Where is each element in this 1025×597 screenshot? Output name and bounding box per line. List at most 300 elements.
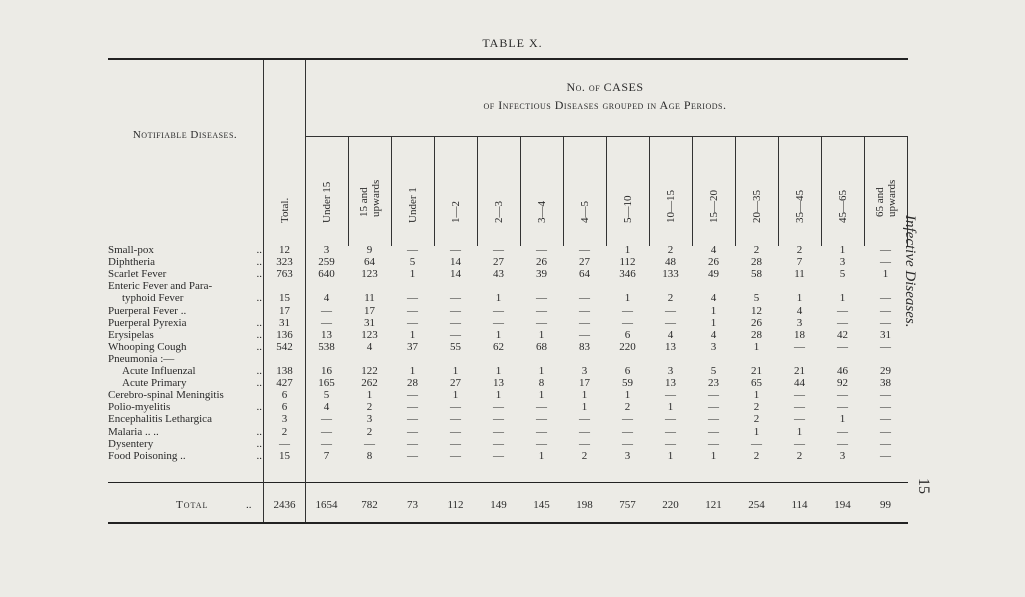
table-cell: 1 xyxy=(753,389,760,402)
cases-header-line2: of Infectious Diseases grouped in Age Periods. xyxy=(483,98,727,112)
table-cell: 48 xyxy=(665,256,676,269)
column-rule xyxy=(606,136,607,246)
table-cell: — xyxy=(321,304,332,317)
page-number: 15 xyxy=(915,478,932,494)
table-row xyxy=(0,426,1025,438)
table-cell: 427 xyxy=(276,377,293,390)
column-rule xyxy=(391,136,392,246)
table-cell: 83 xyxy=(579,340,590,353)
disease-label: Small-pox xyxy=(108,244,154,256)
table-row xyxy=(0,268,1025,280)
disease-label: Cerebro-spinal Meningitis xyxy=(108,389,224,402)
disease-label: Pneumonia :— xyxy=(108,352,175,365)
table-cell: 16 xyxy=(321,365,332,377)
disease-label: Erysipelas xyxy=(108,328,154,341)
table-cell: 28 xyxy=(407,377,418,390)
disease-label: Enteric Fever and Para- xyxy=(108,280,213,293)
table-cell: 1 xyxy=(624,389,631,402)
table-cell: 64 xyxy=(579,268,590,281)
total-cell: 99 xyxy=(880,499,891,511)
table-cell: — xyxy=(622,437,633,450)
table-cell: — xyxy=(880,340,891,353)
table-cell: 1 xyxy=(495,365,502,377)
table-cell: 62 xyxy=(493,340,504,353)
column-header xyxy=(352,145,387,245)
column-header-text: 1—2 xyxy=(449,201,462,223)
column-rule xyxy=(692,136,693,246)
column-header-text: 3—4 xyxy=(535,201,548,223)
table-cell: 4 xyxy=(710,292,717,305)
table-cell: 2 xyxy=(796,244,803,256)
table-cell: 31 xyxy=(364,316,375,329)
column-header-text: 35—45 xyxy=(793,190,806,223)
table-row xyxy=(0,341,1025,353)
table-cell: 1 xyxy=(839,413,846,426)
table-cell: 2 xyxy=(667,292,674,305)
table-row xyxy=(0,450,1025,462)
table-cell: 112 xyxy=(619,256,636,269)
total-cell: 145 xyxy=(533,499,550,511)
table-cell: 39 xyxy=(536,268,547,281)
column-rule xyxy=(520,136,521,246)
leader-dots: .. xyxy=(256,340,262,353)
table-cell: 1 xyxy=(452,389,459,402)
table-cell: 64 xyxy=(364,256,375,269)
table-cell: 4 xyxy=(710,328,717,341)
table-cell: 538 xyxy=(318,340,335,353)
total-label: Total xyxy=(176,499,209,511)
table-cell: — xyxy=(880,316,891,329)
column-header-text: 4—5 xyxy=(578,201,591,223)
table-cell: 2 xyxy=(366,401,373,414)
table-row xyxy=(0,305,1025,317)
top-rule xyxy=(108,58,908,60)
column-rule xyxy=(477,136,478,246)
table-cell: 1 xyxy=(796,292,803,305)
table-cell: 1 xyxy=(581,389,588,402)
leader-dots: .. xyxy=(256,401,262,414)
table-cell: 6 xyxy=(624,328,631,341)
table-cell: 38 xyxy=(880,377,891,390)
table-cell: 13 xyxy=(665,340,676,353)
column-rule xyxy=(735,136,736,246)
total-cell: 114 xyxy=(791,499,808,511)
table-cell: 42 xyxy=(837,328,848,341)
table-cell: — xyxy=(536,425,547,438)
table-cell: 123 xyxy=(361,328,378,341)
table-cell: 13 xyxy=(665,377,676,390)
disease-label: Puerperal Pyrexia xyxy=(108,316,187,329)
disease-label: Diphtheria xyxy=(108,256,156,269)
disease-label: Scarlet Fever xyxy=(108,268,167,281)
table-cell: — xyxy=(407,316,418,329)
table-cell: 3 xyxy=(796,316,803,329)
table-cell: — xyxy=(493,401,504,414)
table-cell: — xyxy=(579,437,590,450)
table-row xyxy=(0,377,1025,389)
table-cell: — xyxy=(622,425,633,438)
table-cell: — xyxy=(493,304,504,317)
total-cell: 757 xyxy=(619,499,636,511)
table-row xyxy=(0,365,1025,377)
table-cell: — xyxy=(321,425,332,438)
table-cell: — xyxy=(579,292,590,305)
table-cell: — xyxy=(450,449,461,462)
table-cell: — xyxy=(579,316,590,329)
leader-dots: .. xyxy=(256,377,262,390)
column-header xyxy=(739,145,774,245)
column-rule xyxy=(434,136,435,246)
table-cell: — xyxy=(794,340,805,353)
table-cell: — xyxy=(579,413,590,426)
table-cell: 1 xyxy=(667,449,674,462)
table-cell: 1 xyxy=(882,268,889,281)
leader-dots: .. xyxy=(256,425,262,438)
table-cell: — xyxy=(407,304,418,317)
table-cell: 1 xyxy=(624,292,631,305)
table-cell: — xyxy=(536,244,547,256)
table-cell: 18 xyxy=(794,328,805,341)
table-row xyxy=(0,329,1025,341)
table-cell: 13 xyxy=(321,328,332,341)
table-cell: 2 xyxy=(753,244,760,256)
table-cell: — xyxy=(665,316,676,329)
total-leader: .. xyxy=(246,499,252,511)
total-cell: 254 xyxy=(748,499,765,511)
table-cell: — xyxy=(407,244,418,256)
table-cell: 27 xyxy=(450,377,461,390)
table-cell: — xyxy=(536,413,547,426)
table-cell: 4 xyxy=(667,328,674,341)
leader-dots: .. xyxy=(256,244,262,256)
table-cell: 26 xyxy=(708,256,719,269)
table-cell: — xyxy=(880,389,891,402)
table-cell: — xyxy=(880,292,891,305)
disease-label: Polio-myelitis xyxy=(108,401,171,414)
table-cell: 15 xyxy=(279,449,290,462)
table-cell: 4 xyxy=(366,340,373,353)
table-cell: 133 xyxy=(662,268,679,281)
table-cell: 29 xyxy=(880,365,891,377)
disease-label: Encephalitis Lethargica xyxy=(108,413,212,426)
table-cell: 5 xyxy=(839,268,846,281)
column-header xyxy=(267,145,302,245)
table-cell: — xyxy=(450,425,461,438)
total-cell: 112 xyxy=(447,499,464,511)
table-cell: — xyxy=(579,425,590,438)
total-top-rule xyxy=(108,482,908,483)
table-cell: — xyxy=(493,244,504,256)
column-header xyxy=(868,145,903,245)
table-cell: 1 xyxy=(538,449,545,462)
table-cell: 1 xyxy=(409,268,416,281)
table-cell: 122 xyxy=(361,365,378,377)
table-cell: 11 xyxy=(794,268,805,281)
table-cell: — xyxy=(450,316,461,329)
table-cell: 21 xyxy=(794,365,805,377)
column-header xyxy=(438,145,473,245)
table-cell: 1 xyxy=(495,389,502,402)
table-cell: — xyxy=(837,304,848,317)
table-row xyxy=(0,413,1025,425)
table-cell: 4 xyxy=(796,304,803,317)
table-cell: 12 xyxy=(751,304,762,317)
table-cell: — xyxy=(579,328,590,341)
table-cell: 17 xyxy=(579,377,590,390)
table-cell: — xyxy=(880,244,891,256)
table-cell: 2 xyxy=(581,449,588,462)
column-header xyxy=(567,145,602,245)
disease-label: Whooping Cough xyxy=(108,340,187,353)
table-cell: 1 xyxy=(409,365,416,377)
total-cell: 198 xyxy=(576,499,593,511)
table-cell: 1 xyxy=(409,328,416,341)
leader-dots: .. xyxy=(256,437,262,450)
leader-dots: .. xyxy=(256,256,262,269)
table-cell: 138 xyxy=(276,365,293,377)
table-cell: — xyxy=(837,340,848,353)
table-cell: 259 xyxy=(318,256,335,269)
table-cell: 4 xyxy=(323,401,330,414)
table-cell: — xyxy=(794,401,805,414)
column-header-text: 20—35 xyxy=(750,190,763,223)
table-cell: — xyxy=(880,256,891,269)
column-header xyxy=(825,145,860,245)
table-cell: 1 xyxy=(753,425,760,438)
table-cell: — xyxy=(493,437,504,450)
table-cell: — xyxy=(450,244,461,256)
table-cell: 13 xyxy=(493,377,504,390)
table-cell: — xyxy=(794,437,805,450)
table-cell: 8 xyxy=(538,377,545,390)
table-cell: — xyxy=(321,413,332,426)
table-cell: 14 xyxy=(450,268,461,281)
table-cell: 14 xyxy=(450,256,461,269)
table-cell: 4 xyxy=(710,244,717,256)
total-cell: 1654 xyxy=(315,499,338,511)
table-cell: 6 xyxy=(281,401,288,414)
cases-header-line1: No. of CASES xyxy=(566,80,644,94)
column-header xyxy=(696,145,731,245)
table-cell: 1 xyxy=(839,244,846,256)
table-cell: 68 xyxy=(536,340,547,353)
table-cell: 323 xyxy=(276,256,293,269)
leader-dots: .. xyxy=(256,449,262,462)
disease-label: Acute Primary xyxy=(122,377,187,390)
table-row xyxy=(0,280,1025,292)
total-cell: 2436 xyxy=(273,499,296,511)
table-cell: — xyxy=(450,413,461,426)
table-cell: 1 xyxy=(452,365,459,377)
table-cell: — xyxy=(407,449,418,462)
table-cell: 44 xyxy=(794,377,805,390)
column-rule xyxy=(778,136,779,246)
table-cell: — xyxy=(837,425,848,438)
table-cell: — xyxy=(450,304,461,317)
leader-dots: .. xyxy=(256,365,262,377)
table-cell: — xyxy=(665,389,676,402)
table-cell: 1 xyxy=(710,316,717,329)
total-cell: 220 xyxy=(662,499,679,511)
table-cell: 12 xyxy=(279,244,290,256)
disease-label: Acute Influenzal xyxy=(122,365,196,377)
table-cell: 2 xyxy=(366,425,373,438)
table-cell: 92 xyxy=(837,377,848,390)
table-cell: — xyxy=(708,413,719,426)
table-cell: 49 xyxy=(708,268,719,281)
table-cell: — xyxy=(880,425,891,438)
column-rule xyxy=(348,136,349,246)
table-cell: — xyxy=(837,437,848,450)
table-cell: — xyxy=(751,437,762,450)
table-cell: 26 xyxy=(536,256,547,269)
total-cell: 782 xyxy=(361,499,378,511)
table-cell: 28 xyxy=(751,328,762,341)
table-cell: — xyxy=(837,401,848,414)
table-cell: — xyxy=(665,304,676,317)
table-cell: — xyxy=(579,244,590,256)
table-cell: — xyxy=(880,449,891,462)
table-cell: 2 xyxy=(796,449,803,462)
table-cell: 3 xyxy=(839,449,846,462)
table-cell: — xyxy=(321,316,332,329)
column-header-text: 15 and upwards xyxy=(357,179,382,217)
table-cell: — xyxy=(536,304,547,317)
table-cell: 27 xyxy=(493,256,504,269)
total-cell: 194 xyxy=(834,499,851,511)
table-cell: 17 xyxy=(279,304,290,317)
table-cell: 7 xyxy=(323,449,330,462)
table-cell: — xyxy=(665,437,676,450)
column-header-text: Total. xyxy=(278,197,291,223)
column-rule xyxy=(563,136,564,246)
table-cell: 1 xyxy=(839,292,846,305)
table-cell: — xyxy=(665,413,676,426)
side-caption: Infective Diseases. xyxy=(902,215,918,328)
column-header-text: Under 15 xyxy=(320,181,333,223)
table-cell: 3 xyxy=(624,449,631,462)
column-rule xyxy=(821,136,822,246)
table-cell: 31 xyxy=(880,328,891,341)
leader-dots: .. xyxy=(256,328,262,341)
table-cell: 3 xyxy=(667,365,674,377)
table-cell: 165 xyxy=(318,377,335,390)
table-cell: 136 xyxy=(276,328,293,341)
column-header-text: 15—20 xyxy=(707,190,720,223)
total-cell: 73 xyxy=(407,499,418,511)
table-cell: 1 xyxy=(366,389,373,402)
table-cell: — xyxy=(493,413,504,426)
table-cell: — xyxy=(665,425,676,438)
table-cell: — xyxy=(622,304,633,317)
table-row xyxy=(0,353,1025,365)
column-header-text: Under 1 xyxy=(406,187,419,223)
table-cell: 28 xyxy=(751,256,762,269)
column-rule xyxy=(864,136,865,246)
table-cell: 17 xyxy=(364,304,375,317)
table-cell: — xyxy=(407,389,418,402)
table-cell: 2 xyxy=(667,244,674,256)
column-header xyxy=(395,145,430,245)
table-row xyxy=(0,389,1025,401)
table-cell: — xyxy=(708,425,719,438)
table-cell: — xyxy=(880,401,891,414)
table-cell: — xyxy=(536,292,547,305)
table-cell: 3 xyxy=(839,256,846,269)
leader-dots: .. xyxy=(256,268,262,281)
table-cell: 1 xyxy=(667,401,674,414)
table-cell: — xyxy=(708,437,719,450)
table-cell: 7 xyxy=(796,256,803,269)
table-cell: — xyxy=(536,401,547,414)
table-cell: 1 xyxy=(796,425,803,438)
table-cell: 4 xyxy=(323,292,330,305)
disease-label: Food Poisoning .. xyxy=(108,449,186,462)
table-cell: 31 xyxy=(279,316,290,329)
table-cell: — xyxy=(450,401,461,414)
table-cell: — xyxy=(536,316,547,329)
table-title: TABLE X. xyxy=(482,36,543,50)
table-cell: — xyxy=(450,292,461,305)
table-cell: 2 xyxy=(753,449,760,462)
table-cell: 1 xyxy=(753,340,760,353)
column-header xyxy=(610,145,645,245)
column-rule xyxy=(649,136,650,246)
table-cell: — xyxy=(407,413,418,426)
table-cell: 1 xyxy=(495,292,502,305)
table-row xyxy=(0,292,1025,304)
table-cell: 2 xyxy=(753,413,760,426)
column-header-text: 65 and upwards xyxy=(873,179,898,217)
table-cell: 1 xyxy=(495,328,502,341)
table-cell: 59 xyxy=(622,377,633,390)
table-cell: 15 xyxy=(279,292,290,305)
table-row xyxy=(0,244,1025,256)
table-cell: — xyxy=(407,425,418,438)
total-cell: 121 xyxy=(705,499,722,511)
table-cell: — xyxy=(450,328,461,341)
table-cell: — xyxy=(880,413,891,426)
table-cell: 1 xyxy=(538,365,545,377)
table-cell: 2 xyxy=(281,425,288,438)
table-cell: — xyxy=(493,425,504,438)
total-cell: 149 xyxy=(490,499,507,511)
leader-dots: .. xyxy=(256,316,262,329)
table-cell: — xyxy=(622,316,633,329)
table-cell: — xyxy=(407,437,418,450)
table-cell: 3 xyxy=(710,340,717,353)
table-cell: — xyxy=(880,437,891,450)
table-cell: 9 xyxy=(366,244,373,256)
table-cell: 346 xyxy=(619,268,636,281)
table-cell: — xyxy=(708,401,719,414)
table-cell: 640 xyxy=(318,268,335,281)
table-cell: 46 xyxy=(837,365,848,377)
table-cell: 8 xyxy=(366,449,373,462)
column-header xyxy=(653,145,688,245)
table-cell: 1 xyxy=(581,401,588,414)
table-cell: — xyxy=(407,292,418,305)
bottom-rule xyxy=(108,522,908,524)
table-cell: 5 xyxy=(323,389,330,402)
table-cell: 2 xyxy=(753,401,760,414)
table-cell: 5 xyxy=(409,256,416,269)
table-row xyxy=(0,317,1025,329)
table-cell: 1 xyxy=(624,244,631,256)
table-cell: — xyxy=(407,401,418,414)
column-header xyxy=(481,145,516,245)
notifiable-diseases-header: Notifiable Diseases. xyxy=(132,129,238,141)
